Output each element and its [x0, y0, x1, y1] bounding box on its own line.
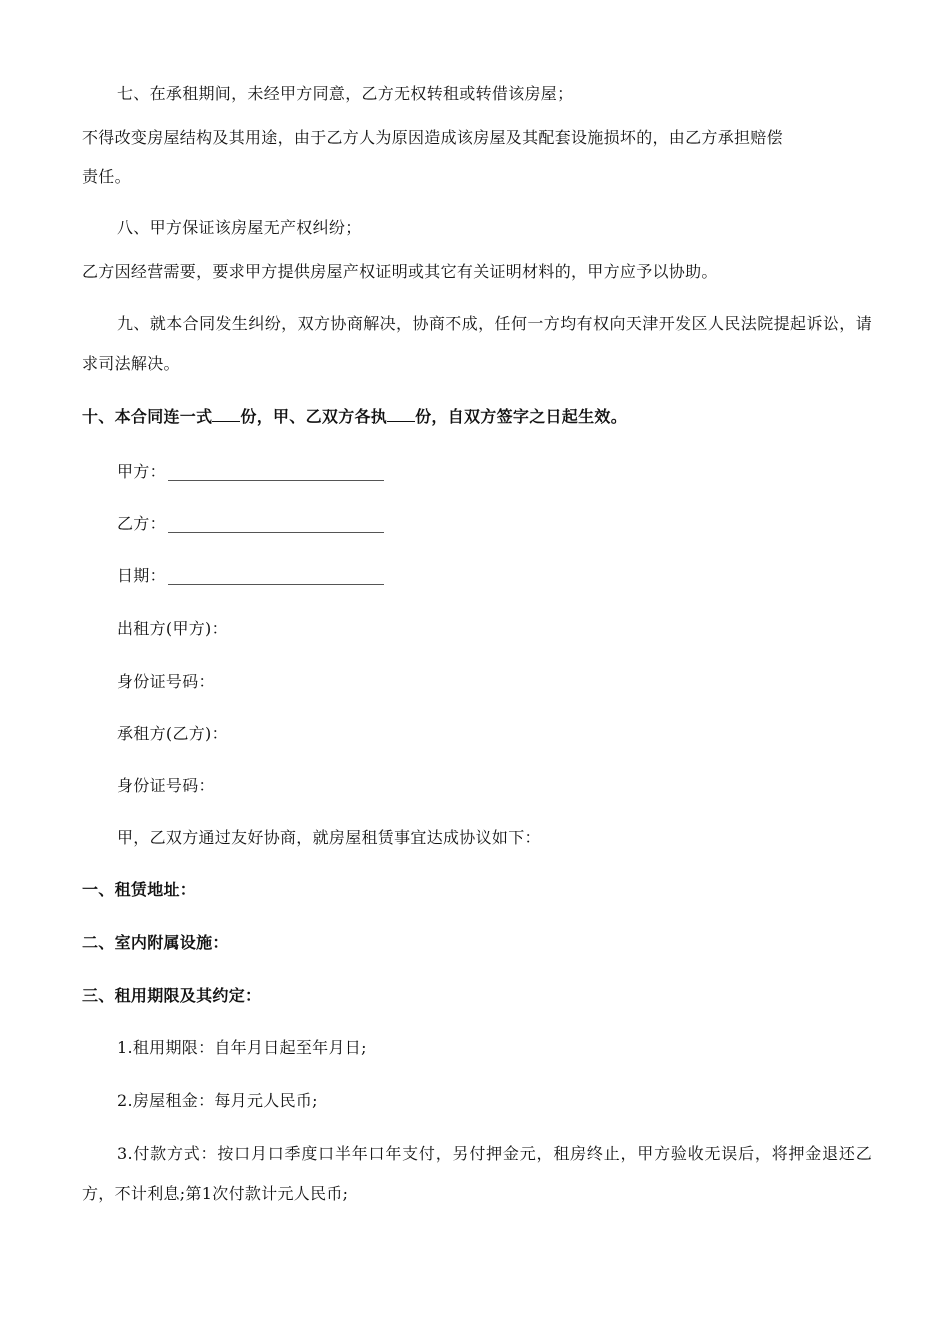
section-3-heading: 三、租用期限及其约定： — [82, 986, 262, 1005]
clause-8-line-1: 八、甲方保证该房屋无产权纠纷； — [117, 218, 362, 237]
date-label: 日期： — [117, 566, 166, 585]
clause-10 — [82, 406, 627, 427]
party-a-signature-label: 甲方： — [117, 462, 166, 481]
party-b-signature-label: 乙方： — [117, 514, 166, 533]
clause-8-line-2: 乙方因经营需要，要求甲方提供房屋产权证明或其它有关证明材料的，甲方应予以协助。 — [82, 262, 718, 281]
lessee-label: 承租方(乙方)： — [117, 724, 228, 743]
term-1: 1.租用期限：自年月日起至年月日; — [117, 1038, 367, 1057]
copies-blank — [212, 406, 240, 422]
clause-10-part-1: 十、本合同连一式 — [82, 407, 213, 426]
term-2: 2.房屋租金：每月元人民币; — [117, 1091, 318, 1110]
party-b-signature-line — [168, 532, 384, 533]
section-1-heading: 一、租赁地址： — [82, 880, 197, 899]
clause-9: 九、就本合同发生纠纷，双方协商解决，协商不成，任何一方均有权向天津开发区人民法院提起诉讼，请求司法解决。 — [82, 314, 872, 373]
lessor-id-label: 身份证号码： — [117, 672, 215, 691]
lessee-id-label: 身份证号码： — [117, 776, 215, 795]
lessor-label: 出租方(甲方)： — [117, 619, 228, 638]
date-line — [168, 584, 384, 585]
section-2-heading: 二、室内附属设施： — [82, 933, 229, 952]
clause-7-line-1: 七、在承租期间，未经甲方同意，乙方无权转租或转借该房屋； — [117, 84, 574, 103]
term-3: 3.付款方式：按口月口季度口半年口年支付，另付押金元，租房终止，甲方验收无误后，将押金退还乙方，不计利息;第1次付款计元人民币; — [82, 1144, 872, 1203]
each-copies-blank — [387, 406, 415, 422]
clause-7-line-3: 责任。 — [82, 167, 131, 186]
intro-text: 甲，乙双方通过友好协商，就房屋租赁事宜达成协议如下： — [117, 828, 541, 847]
clause-10-part-3: 份，自双方签字之日起生效。 — [415, 407, 628, 426]
clause-10-part-2: 份，甲、乙双方各执 — [240, 407, 388, 426]
clause-7-line-2: 不得改变房屋结构及其用途，由于乙方人为原因造成该房屋及其配套设施损坏的，由乙方承担赔偿 — [82, 128, 783, 147]
party-a-signature-line — [168, 480, 384, 481]
